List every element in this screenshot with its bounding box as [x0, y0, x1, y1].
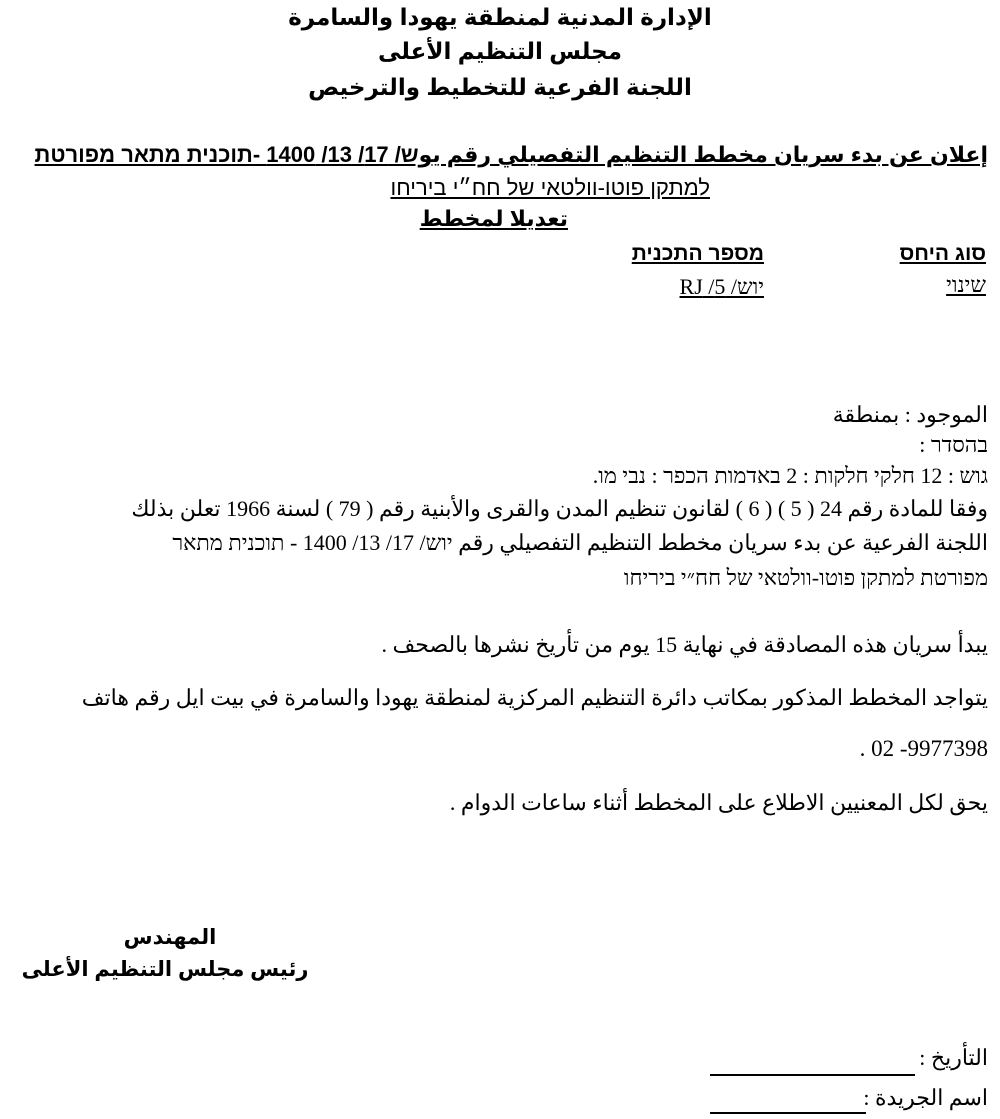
relation-type-value: שינוי	[946, 272, 986, 297]
location-line: الموجود : بمنطقة	[832, 402, 988, 427]
right-to-view-line: يحق لكل المعنيين الاطلاع على المخطط أثناء ساعات الدوام .	[449, 790, 988, 815]
phone-number: . 02 -9977398	[859, 736, 988, 761]
validity-line: يبدأ سريان هذه المصادقة في نهاية 15 يوم من تأريخ نشرها بالصحف .	[381, 632, 988, 657]
amendment-label: تعديلا لمخطط	[419, 206, 568, 231]
header-higher-council: مجلس التنظيم الأعلى	[377, 38, 622, 64]
header-subcommittee: اللجنة الفرعية للتخطيط والترخيص	[308, 74, 692, 100]
plan-number-header: מספר התכנית	[631, 242, 764, 265]
plan-number-value: יוש/ 5/ RJ	[679, 274, 764, 299]
newspaper-field-blank	[710, 1112, 866, 1114]
signature-position: رئيس مجلس التنظيم الأعلى	[21, 958, 309, 981]
relation-type-header: סוג היחס	[899, 242, 986, 265]
settlement-line: בהסדר :	[919, 432, 988, 457]
parcels-line: גוש : 12 חלקי חלקות : 2 באדמות הכפר : נבי מו.	[592, 463, 988, 488]
law-line-3: מפורטת למתקן פוטו-וולטאי של חח״י ביריחו	[623, 565, 988, 590]
law-line-2: اللجنة الفرعية عن بدء سريان مخطط التنظيم التفصيلي رقم יוש/ 17/ 13/ 1400 - תוכנית מתאר	[172, 530, 988, 555]
availability-line: يتواجد المخطط المذكور بمكاتب دائرة التنظيم المركزية لمنطقة يهودا والسامرة في بيت ايل رقم هاتف	[81, 685, 988, 710]
header-civil-administration: الإدارة المدنية لمنطقة يهودا والسامرة	[288, 4, 712, 30]
announcement-title-line1: إعلان عن بدء سريان مخطط التنظيم التفصيلي رقم يوש/ 17/ 13/ 1400 -תוכנית מתאר מפורטת	[34, 142, 988, 167]
date-field-blank	[710, 1074, 915, 1076]
law-line-1: وفقا للمادة رقم 24 ( 5 ) ( 6 ) لقانون تنظيم المدن والقرى والأبنية رقم ( 79 ) لسنة 1966 تعلن بذلك	[131, 496, 988, 521]
signature-engineer: المهندس	[123, 926, 217, 949]
date-field-label: التأريخ :	[919, 1045, 988, 1070]
newspaper-field-label: اسم الجريدة :	[863, 1085, 988, 1110]
announcement-title-line2: למתקן פוטו-וולטאי של חח״י ביריחו	[390, 175, 710, 200]
